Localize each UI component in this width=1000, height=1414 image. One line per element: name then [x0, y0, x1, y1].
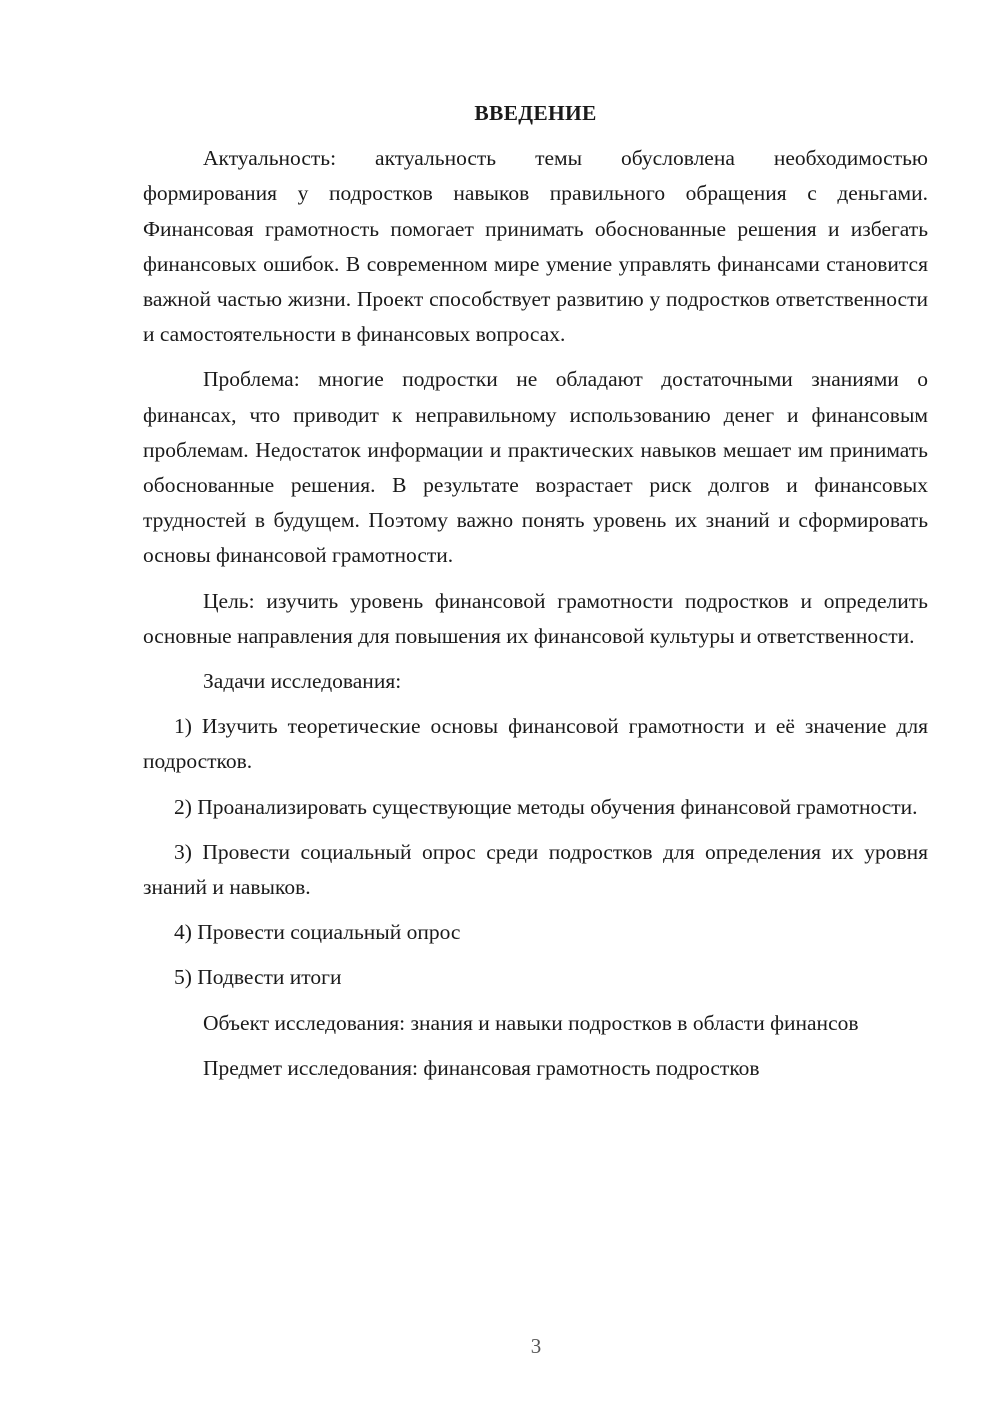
task-item: 1) Изучить теоретические основы финансовой грамотности и её значение для подростков. [143, 714, 928, 774]
subject-paragraph: Предмет исследования: финансовая грамотность подростков [203, 1055, 760, 1080]
task-item: 4) Провести социальный опрос [174, 920, 461, 945]
problem-paragraph: Проблема: многие подростки не обладают достаточными знаниями о финансах, что приводит к неправильному использованию денег и финансовым проблемам. Недостаток информации и практических навыков мешает им принимать обоснованные решения. В результате возрастает риск долгов и финансовых трудностей в будущем. Поэтому важно понять уровень их знаний и сформировать основы финансовой грамотности. [143, 367, 928, 568]
page-number: 3 [530, 1334, 542, 1358]
tasks-title: Задачи исследования: [203, 669, 402, 694]
document-page [143, 96, 928, 1096]
task-item: 2) Проанализировать существующие методы обучения финансовой грамотности. [174, 794, 918, 819]
goal-paragraph: Цель: изучить уровень финансовой грамотности подростков и определить основные направления для повышения их финансовой культуры и ответственности. [143, 588, 928, 648]
task-item: 3) Провести социальный опрос среди подростков для определения их уровня знаний и навыков. [143, 839, 928, 900]
document-heading: ВВЕДЕНИЕ [474, 101, 597, 125]
relevance-paragraph: Актуальность: актуальность темы обусловлена необходимостью формирования у подростков навыков правильного обращения с деньгами. Финансовая грамотность помогает принимать обоснованные решения и избегать финансовых ошибок. В современном мире умение управлять финансами становится важной частью жизни. Проект способствует развитию у подростков ответственности и самостоятельности в финансовых вопросах. [143, 146, 928, 347]
task-item: 5) Подвести итоги [174, 965, 342, 990]
object-paragraph: Объект исследования: знания и навыки подростков в области финансов [203, 1010, 859, 1035]
